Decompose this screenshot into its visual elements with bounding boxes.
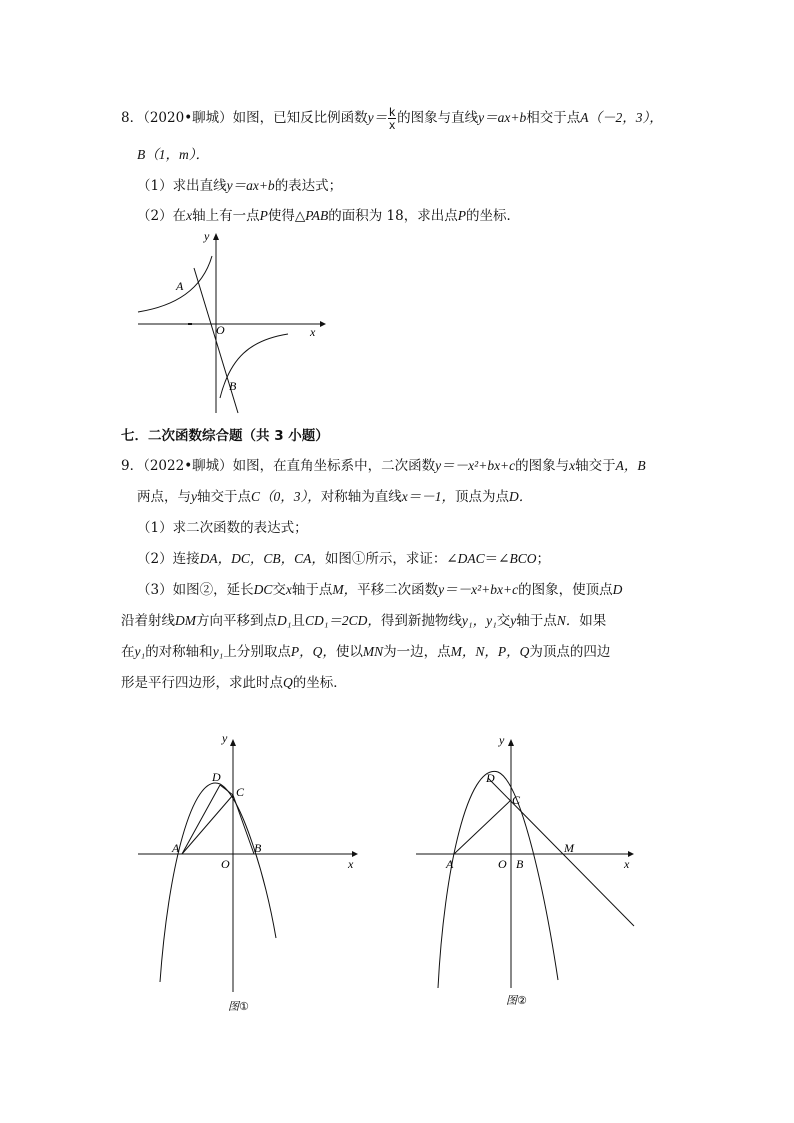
problem9-question3-line2 (121, 611, 606, 631)
problem9-question3-line1 (137, 580, 622, 600)
problem9-question1 (137, 518, 308, 538)
problem-text: 的图象与 (515, 458, 570, 474)
figure-caption: 图② (506, 994, 527, 1007)
math-variable: DM (175, 613, 196, 628)
math-variable: D₁ (277, 613, 292, 628)
point-b-coords: B（1，m）． (137, 147, 209, 162)
question-text: 如果 (579, 613, 607, 629)
problem-text: 两点，与 (137, 489, 191, 505)
question-text: （3）如图②，延长 (137, 582, 254, 598)
math-expression: CD₁＝2CD， (304, 613, 381, 628)
problem8-line1 (121, 106, 663, 131)
question-text: 上分别取点 (223, 644, 291, 660)
question-text: 的面积为 18，求出点 (328, 208, 458, 224)
math-variable: DC (253, 582, 273, 597)
segment-ca (182, 795, 233, 854)
segment-ac (454, 800, 511, 854)
label-c: C (236, 785, 245, 799)
label-x: x (310, 325, 316, 339)
question-text: 为一边，点 (383, 644, 451, 660)
label-d: D (212, 770, 221, 784)
problem9-line1 (121, 456, 646, 476)
math-variable: N． (556, 613, 580, 628)
math-variable: A，B (615, 458, 646, 473)
question-text: （2）在 (137, 208, 187, 224)
question-text: 的坐标． (292, 675, 347, 691)
problem-text: 轴交于点 (197, 489, 251, 505)
problem-text: 顶点为点 (455, 489, 510, 505)
label-b: B (254, 841, 262, 855)
math-variable: M， (332, 582, 358, 597)
question-text: 的表达式； (274, 178, 343, 194)
problem-source: （2020•聊城） (143, 110, 233, 126)
ray-dm (488, 778, 634, 926)
label-m: M (564, 841, 574, 855)
math-variable: BCO (509, 551, 537, 566)
label-d: D (486, 771, 495, 785)
y-axis-arrow-icon (213, 233, 219, 240)
question-text: 平移二次函数 (357, 582, 439, 598)
question-text: 轴于点 (516, 613, 557, 629)
problem9-question3-line3 (121, 642, 610, 662)
problem-text: 如图，已知反比例函数 (232, 110, 368, 126)
math-variable: P (259, 208, 268, 223)
question-text: ； (536, 551, 550, 567)
problem-text: 相交于点 (526, 110, 581, 126)
question-text: 得到新抛物线 (380, 613, 462, 629)
label-y: y (204, 229, 210, 243)
math-variable: DA，DC，CB，CA， (199, 551, 325, 566)
math-variable: y₁，y₁ (461, 613, 497, 628)
problem9-line2 (137, 487, 532, 507)
question-text: （1）求二次函数的表达式； (137, 520, 308, 536)
label-b: B (516, 857, 524, 871)
math-variable: M，N，P，Q (450, 644, 530, 659)
figure-2 (410, 730, 650, 1020)
question-text: 的图象，使顶点 (518, 582, 613, 598)
label-x: x (624, 857, 630, 871)
hyperbola-figure (130, 228, 330, 418)
label-a: A (172, 841, 180, 855)
y-axis-arrow-icon (508, 739, 514, 746)
label-origin: O (221, 857, 230, 871)
fraction-denominator: x (389, 118, 396, 132)
question-text: 的对称轴和 (145, 644, 213, 660)
label-c: C (512, 793, 521, 807)
section-heading: 七．二次函数综合题（共 3 小题） (121, 428, 329, 444)
x-axis-arrow-icon (320, 321, 326, 327)
parabola (438, 771, 558, 988)
math-variable: y (510, 613, 517, 628)
label-x: x (348, 857, 354, 871)
question-text: 使以 (335, 644, 363, 660)
fraction-k-over-x (388, 106, 396, 131)
hyperbola-branch-left (138, 256, 212, 312)
question-text: （1）求出直线 (137, 178, 227, 194)
math-variable: D． (509, 489, 533, 504)
point-a-coords: A（－2，3）， (580, 110, 663, 125)
question-text: 如图①所示，求证：∠ (324, 551, 458, 567)
question-text: 且 (291, 613, 305, 629)
math-variable: P (457, 208, 466, 223)
math-expression: y＝－x²+bx+c (435, 458, 516, 473)
math-variable: y₁ (212, 644, 224, 659)
label-y: y (499, 733, 505, 747)
problem-text: 对称轴为直线 (320, 489, 402, 505)
math-variable: PAB (305, 208, 329, 223)
question-text: 交 (272, 582, 286, 598)
y-axis-arrow-icon (230, 739, 236, 746)
point-c-coords: C（0，3）， (251, 489, 321, 504)
math-expression: x＝－1， (401, 489, 456, 504)
question-text: 轴上有一点 (192, 208, 260, 224)
problem-number: 8． (121, 110, 144, 126)
math-variable: y₁ (134, 644, 146, 659)
math-expression: y＝－x²+bx+c (438, 582, 519, 597)
question-text: 形是平行四边形，求此时点 (121, 675, 283, 691)
label-a: A (176, 279, 184, 293)
question-text: 的坐标． (465, 208, 520, 224)
math-variable: D (612, 582, 623, 597)
question-text: 为顶点的四边 (529, 644, 611, 660)
problem8-question1 (137, 176, 342, 196)
question-text: 在 (121, 644, 135, 660)
problem9-question3-line4 (121, 673, 347, 693)
problem8-line2 (137, 145, 209, 165)
math-expression: y＝ax+b (478, 110, 527, 125)
math-variable: MN (362, 644, 384, 659)
question-text: 沿着射线 (121, 613, 175, 629)
segment-dc (220, 785, 233, 795)
math-variable: y (191, 489, 197, 504)
figure-caption: 图① (228, 1000, 249, 1013)
label-origin: O (498, 857, 507, 871)
question-text: （2）连接 (137, 551, 200, 567)
question-text: 方向平移到点 (196, 613, 277, 629)
segment-cb (233, 795, 254, 854)
problem9-question2 (137, 549, 550, 569)
question-text: 交 (496, 613, 511, 629)
math-variable: DAC (457, 551, 485, 566)
figure-1 (130, 730, 370, 1030)
math-variable: x (285, 582, 292, 597)
problem8-question2 (137, 206, 520, 226)
math-variable: x (186, 208, 193, 223)
math-expression: y＝ (367, 110, 388, 125)
math-variable: P，Q， (290, 644, 336, 659)
question-text: 使得△ (267, 208, 306, 224)
math-expression: y＝ax+b (226, 178, 275, 193)
question-text: 轴于点 (291, 582, 333, 598)
math-variable: Q (283, 675, 293, 690)
question-text: ＝∠ (484, 551, 510, 567)
problem-text: 的图象与直线 (397, 110, 479, 126)
label-origin: O (216, 323, 225, 337)
problem-text: 9．（2022•聊城）如图，在直角坐标系中，二次函数 (121, 458, 436, 474)
fraction-numerator: k (389, 105, 396, 119)
label-y: y (222, 731, 228, 745)
math-variable: x (569, 458, 576, 473)
label-b: B (229, 379, 237, 393)
problem-text: 轴交于 (575, 458, 616, 474)
label-a: A (446, 857, 454, 871)
